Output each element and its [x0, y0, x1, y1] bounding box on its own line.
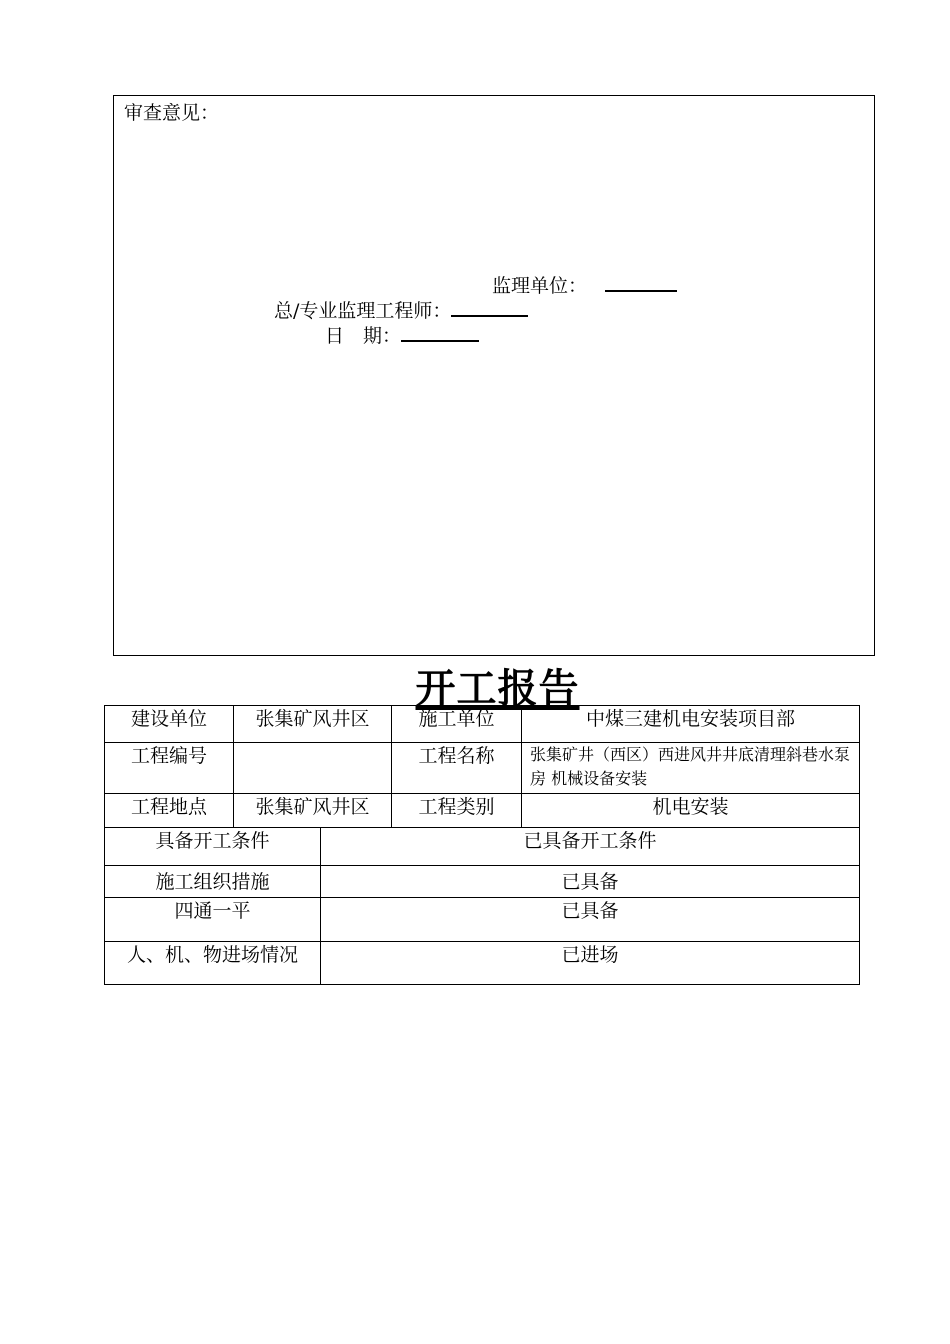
project-no-value — [234, 743, 392, 794]
table-row — [105, 828, 860, 866]
start-report-table — [104, 705, 860, 985]
supervisor-unit-label: 监理单位： — [492, 275, 588, 297]
review-opinion-box — [113, 95, 875, 656]
construct-unit-label: 施工单位 — [392, 706, 522, 743]
table-row — [105, 706, 860, 743]
supervisor-unit-blank — [605, 272, 677, 292]
location-value: 张集矿风井区 — [234, 794, 392, 828]
date-label: 日 期： — [325, 325, 402, 347]
table-row — [105, 942, 860, 985]
supervisor-unit-line — [492, 271, 677, 298]
table-row — [105, 743, 860, 794]
engineer-blank — [451, 297, 528, 317]
conditions-value: 已具备开工条件 — [321, 828, 860, 866]
review-opinion-label: 审查意见： — [124, 102, 220, 124]
location-label: 工程地点 — [105, 794, 234, 828]
category-label: 工程类别 — [392, 794, 522, 828]
project-name-label: 工程名称 — [392, 743, 522, 794]
date-blank — [401, 322, 479, 342]
engineer-label: 总/专业监理工程师： — [274, 300, 452, 322]
date-line — [325, 321, 479, 348]
four-one-label: 四通一平 — [105, 898, 321, 942]
build-unit-label: 建设单位 — [105, 706, 234, 743]
org-measures-label: 施工组织措施 — [105, 866, 321, 898]
construct-unit-value: 中煤三建机电安装项目部 — [522, 706, 860, 743]
org-measures-value: 已具备 — [321, 866, 860, 898]
project-no-label: 工程编号 — [105, 743, 234, 794]
table-row — [105, 794, 860, 828]
four-one-value: 已具备 — [321, 898, 860, 942]
engineer-line — [274, 296, 528, 323]
report-title: 开工报告 — [415, 665, 580, 712]
people-machine-value: 已进场 — [321, 942, 860, 985]
people-machine-label: 人、机、物进场情况 — [105, 942, 321, 985]
table-row — [105, 866, 860, 898]
conditions-label: 具备开工条件 — [105, 828, 321, 866]
table-row — [105, 898, 860, 942]
project-name-value: 张集矿井（西区）西进风井井底清理斜巷水泵房 机械设备安装 — [522, 743, 860, 794]
category-value: 机电安装 — [522, 794, 860, 828]
build-unit-value: 张集矿风井区 — [234, 706, 392, 743]
